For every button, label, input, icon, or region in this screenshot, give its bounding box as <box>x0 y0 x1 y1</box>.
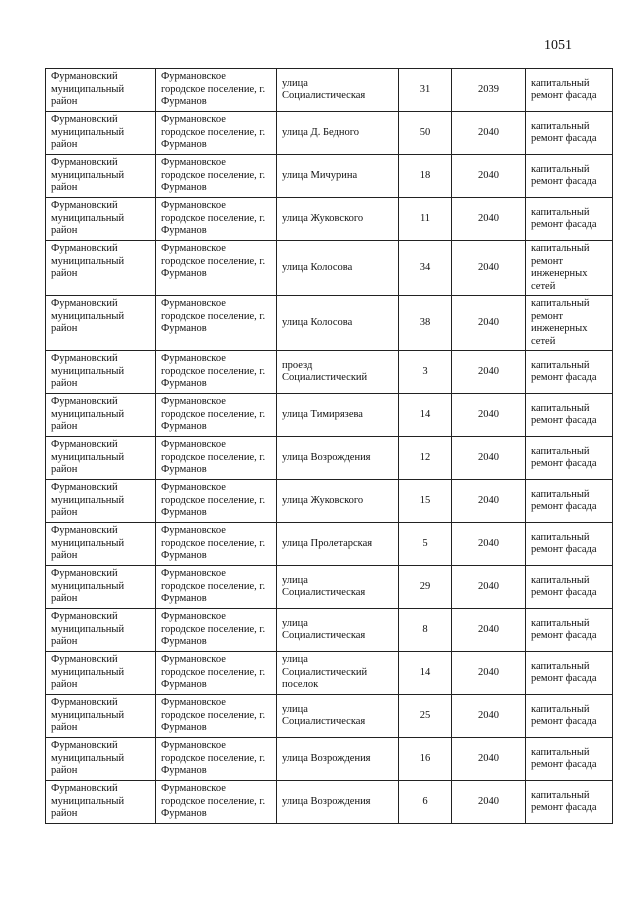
year-cell: 2040 <box>452 241 526 296</box>
settlement-cell: Фурмановское городское поселение, г. Фурманов <box>156 198 277 241</box>
work-type-cell: капитальный ремонт фасада <box>526 652 613 695</box>
work-type-cell: капитальный ремонт фасада <box>526 155 613 198</box>
district-cell: Фурмановский муниципальный район <box>46 652 156 695</box>
table-row <box>46 695 613 738</box>
work-type-cell: капитальный ремонт фасада <box>526 480 613 523</box>
settlement-cell: Фурмановское городское поселение, г. Фурманов <box>156 609 277 652</box>
repair-schedule-table <box>45 68 613 824</box>
district-cell: Фурмановский муниципальный район <box>46 296 156 351</box>
house-number-cell: 15 <box>399 480 452 523</box>
table-row <box>46 437 613 480</box>
street-cell: улица Социалистическая <box>277 69 399 112</box>
work-type-cell: капитальный ремонт фасада <box>526 69 613 112</box>
table-row <box>46 112 613 155</box>
street-cell: улица Жуковского <box>277 480 399 523</box>
work-type-cell: капитальный ремонт фасада <box>526 781 613 824</box>
settlement-cell: Фурмановское городское поселение, г. Фурманов <box>156 523 277 566</box>
house-number-cell: 16 <box>399 738 452 781</box>
settlement-cell: Фурмановское городское поселение, г. Фурманов <box>156 296 277 351</box>
year-cell: 2040 <box>452 566 526 609</box>
table-row <box>46 155 613 198</box>
street-cell: улица Социалистическая <box>277 695 399 738</box>
district-cell: Фурмановский муниципальный район <box>46 523 156 566</box>
table-row <box>46 69 613 112</box>
district-cell: Фурмановский муниципальный район <box>46 394 156 437</box>
settlement-cell: Фурмановское городское поселение, г. Фурманов <box>156 652 277 695</box>
house-number-cell: 50 <box>399 112 452 155</box>
street-cell: улица Возрождения <box>277 781 399 824</box>
district-cell: Фурмановский муниципальный район <box>46 155 156 198</box>
table-row <box>46 351 613 394</box>
settlement-cell: Фурмановское городское поселение, г. Фурманов <box>156 394 277 437</box>
table-row <box>46 523 613 566</box>
settlement-cell: Фурмановское городское поселение, г. Фурманов <box>156 351 277 394</box>
year-cell: 2040 <box>452 781 526 824</box>
district-cell: Фурмановский муниципальный район <box>46 738 156 781</box>
district-cell: Фурмановский муниципальный район <box>46 198 156 241</box>
year-cell: 2040 <box>452 112 526 155</box>
district-cell: Фурмановский муниципальный район <box>46 566 156 609</box>
year-cell: 2040 <box>452 155 526 198</box>
work-type-cell: капитальный ремонт инженерных сетей <box>526 241 613 296</box>
settlement-cell: Фурмановское городское поселение, г. Фурманов <box>156 781 277 824</box>
street-cell: улица Тимирязева <box>277 394 399 437</box>
house-number-cell: 6 <box>399 781 452 824</box>
settlement-cell: Фурмановское городское поселение, г. Фурманов <box>156 480 277 523</box>
table-row <box>46 480 613 523</box>
house-number-cell: 8 <box>399 609 452 652</box>
work-type-cell: капитальный ремонт фасада <box>526 609 613 652</box>
street-cell: улица Возрождения <box>277 738 399 781</box>
district-cell: Фурмановский муниципальный район <box>46 112 156 155</box>
year-cell: 2040 <box>452 523 526 566</box>
street-cell: улица Жуковского <box>277 198 399 241</box>
settlement-cell: Фурмановское городское поселение, г. Фурманов <box>156 695 277 738</box>
house-number-cell: 5 <box>399 523 452 566</box>
page-number: 1051 <box>544 38 572 53</box>
house-number-cell: 11 <box>399 198 452 241</box>
district-cell: Фурмановский муниципальный район <box>46 351 156 394</box>
settlement-cell: Фурмановское городское поселение, г. Фурманов <box>156 69 277 112</box>
table-row <box>46 296 613 351</box>
street-cell: улица Пролетарская <box>277 523 399 566</box>
year-cell: 2040 <box>452 609 526 652</box>
settlement-cell: Фурмановское городское поселение, г. Фурманов <box>156 241 277 296</box>
house-number-cell: 12 <box>399 437 452 480</box>
table-row <box>46 394 613 437</box>
house-number-cell: 14 <box>399 652 452 695</box>
house-number-cell: 3 <box>399 351 452 394</box>
year-cell: 2040 <box>452 394 526 437</box>
work-type-cell: капитальный ремонт фасада <box>526 523 613 566</box>
district-cell: Фурмановский муниципальный район <box>46 480 156 523</box>
district-cell: Фурмановский муниципальный район <box>46 609 156 652</box>
work-type-cell: капитальный ремонт фасада <box>526 738 613 781</box>
year-cell: 2040 <box>452 296 526 351</box>
house-number-cell: 38 <box>399 296 452 351</box>
street-cell: улица Возрождения <box>277 437 399 480</box>
house-number-cell: 25 <box>399 695 452 738</box>
work-type-cell: капитальный ремонт фасада <box>526 437 613 480</box>
work-type-cell: капитальный ремонт инженерных сетей <box>526 296 613 351</box>
table-row <box>46 566 613 609</box>
table-row <box>46 241 613 296</box>
settlement-cell: Фурмановское городское поселение, г. Фурманов <box>156 112 277 155</box>
work-type-cell: капитальный ремонт фасада <box>526 351 613 394</box>
house-number-cell: 29 <box>399 566 452 609</box>
work-type-cell: капитальный ремонт фасада <box>526 695 613 738</box>
work-type-cell: капитальный ремонт фасада <box>526 112 613 155</box>
table-row <box>46 652 613 695</box>
year-cell: 2040 <box>452 480 526 523</box>
year-cell: 2039 <box>452 69 526 112</box>
district-cell: Фурмановский муниципальный район <box>46 695 156 738</box>
district-cell: Фурмановский муниципальный район <box>46 241 156 296</box>
table-row <box>46 781 613 824</box>
district-cell: Фурмановский муниципальный район <box>46 437 156 480</box>
street-cell: улица Мичурина <box>277 155 399 198</box>
year-cell: 2040 <box>452 652 526 695</box>
year-cell: 2040 <box>452 738 526 781</box>
district-cell: Фурмановский муниципальный район <box>46 781 156 824</box>
street-cell: проезд Социалистический <box>277 351 399 394</box>
district-cell: Фурмановский муниципальный район <box>46 69 156 112</box>
street-cell: улица Социалистический поселок <box>277 652 399 695</box>
street-cell: улица Колосова <box>277 241 399 296</box>
house-number-cell: 14 <box>399 394 452 437</box>
year-cell: 2040 <box>452 351 526 394</box>
street-cell: улица Д. Бедного <box>277 112 399 155</box>
settlement-cell: Фурмановское городское поселение, г. Фурманов <box>156 155 277 198</box>
street-cell: улица Колосова <box>277 296 399 351</box>
work-type-cell: капитальный ремонт фасада <box>526 198 613 241</box>
house-number-cell: 31 <box>399 69 452 112</box>
work-type-cell: капитальный ремонт фасада <box>526 394 613 437</box>
table-row <box>46 198 613 241</box>
house-number-cell: 18 <box>399 155 452 198</box>
settlement-cell: Фурмановское городское поселение, г. Фурманов <box>156 437 277 480</box>
year-cell: 2040 <box>452 695 526 738</box>
street-cell: улица Социалистическая <box>277 566 399 609</box>
street-cell: улица Социалистическая <box>277 609 399 652</box>
settlement-cell: Фурмановское городское поселение, г. Фурманов <box>156 566 277 609</box>
table-row <box>46 609 613 652</box>
year-cell: 2040 <box>452 437 526 480</box>
table-row <box>46 738 613 781</box>
house-number-cell: 34 <box>399 241 452 296</box>
work-type-cell: капитальный ремонт фасада <box>526 566 613 609</box>
settlement-cell: Фурмановское городское поселение, г. Фурманов <box>156 738 277 781</box>
year-cell: 2040 <box>452 198 526 241</box>
